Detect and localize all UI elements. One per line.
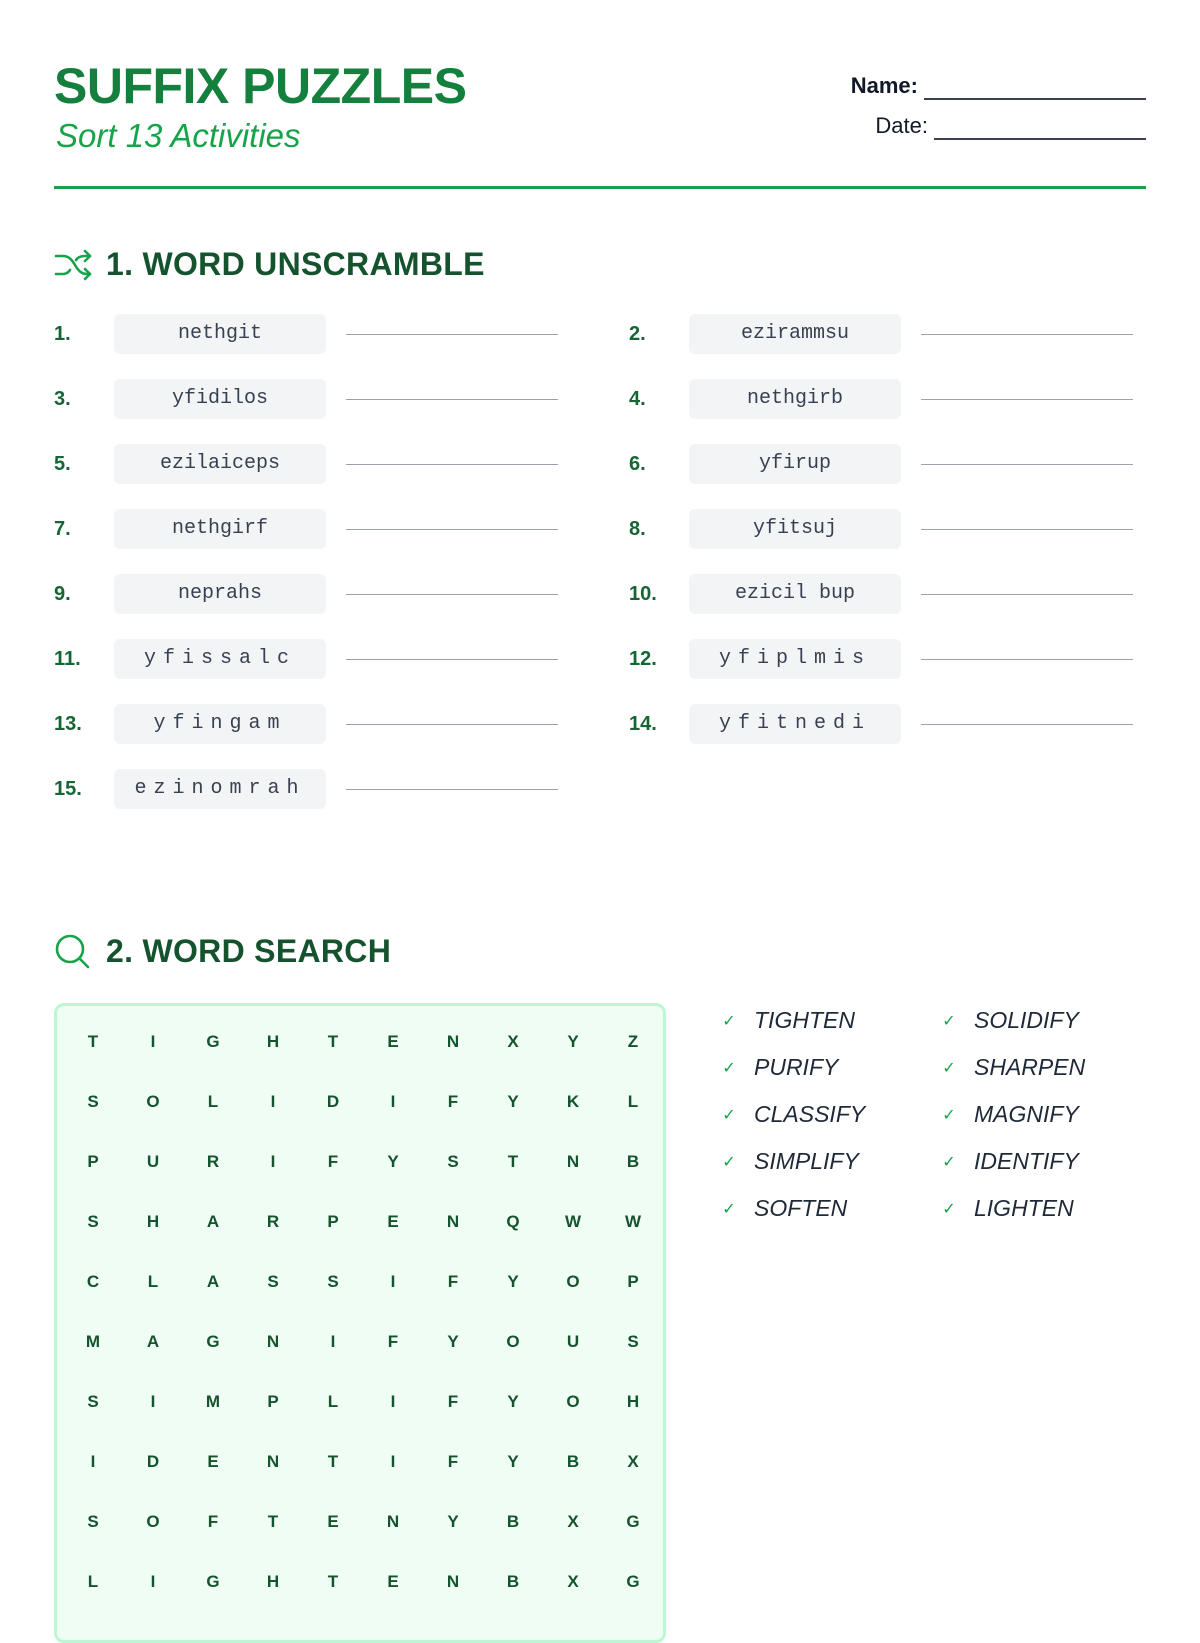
word-bank-word: LIGHTEN — [974, 1195, 1074, 1221]
date-blank[interactable] — [934, 116, 1146, 140]
grid-letter[interactable]: Y — [447, 1512, 459, 1531]
grid-letter[interactable]: I — [390, 1092, 396, 1111]
grid-letter[interactable]: S — [87, 1512, 99, 1531]
grid-letter[interactable]: E — [387, 1572, 399, 1591]
unscramble-number: 3. — [54, 387, 71, 410]
word-bank-item — [940, 1007, 1079, 1034]
grid-letter[interactable]: E — [387, 1212, 399, 1231]
grid-letter[interactable]: P — [87, 1152, 99, 1171]
word-bank-item — [940, 1148, 1079, 1175]
page-subtitle: Sort 13 Activities — [56, 117, 301, 154]
check-icon: ✓ — [722, 1012, 736, 1030]
unscramble-number: 5. — [54, 452, 71, 475]
grid-letter[interactable]: I — [390, 1392, 396, 1411]
worksheet-page — [54, 0, 1146, 1600]
grid-letter[interactable]: H — [266, 1572, 280, 1591]
grid-letter[interactable]: O — [146, 1512, 160, 1531]
grid-letter[interactable]: N — [566, 1152, 580, 1171]
check-icon: ✓ — [722, 1200, 736, 1218]
word-bank-word: TIGHTEN — [754, 1007, 855, 1033]
unscramble-number: 1. — [54, 322, 71, 345]
grid-letter[interactable]: O — [146, 1092, 160, 1111]
grid-letter[interactable]: F — [447, 1272, 459, 1291]
unscramble-number: 15. — [54, 777, 82, 800]
grid-letter[interactable]: T — [327, 1572, 339, 1591]
scrambled-word: neprahs — [114, 574, 326, 614]
grid-letter[interactable]: O — [566, 1392, 580, 1411]
grid-letter[interactable]: I — [270, 1092, 276, 1111]
grid-letter[interactable]: B — [506, 1572, 520, 1591]
grid-letter[interactable]: I — [150, 1032, 156, 1051]
grid-letter[interactable]: L — [207, 1092, 219, 1111]
section-unscramble-title: 1. WORD UNSCRAMBLE — [106, 246, 485, 282]
grid-letter[interactable]: Y — [567, 1032, 579, 1051]
answer-line[interactable] — [921, 334, 1133, 335]
grid-letter[interactable]: F — [207, 1512, 219, 1531]
scrambled-word: ezinomrah — [114, 769, 326, 809]
word-bank-item — [940, 1195, 1074, 1222]
unscramble-item — [629, 509, 1141, 549]
unscramble-item — [54, 509, 566, 549]
grid-letter[interactable]: N — [386, 1512, 400, 1531]
grid-letter[interactable]: B — [626, 1152, 640, 1171]
grid-letter[interactable]: G — [206, 1332, 220, 1351]
grid-letter[interactable]: H — [266, 1032, 280, 1051]
grid-letter[interactable]: M — [85, 1332, 101, 1351]
grid-letter[interactable]: S — [87, 1392, 99, 1411]
grid-letter[interactable]: G — [206, 1572, 220, 1591]
scrambled-word: ezirammsu — [689, 314, 901, 354]
grid-letter[interactable]: L — [87, 1572, 99, 1591]
grid-letter[interactable]: X — [627, 1452, 639, 1471]
grid-letter[interactable]: Y — [507, 1092, 519, 1111]
unscramble-item — [629, 314, 1141, 354]
grid-letter[interactable]: G — [626, 1512, 640, 1531]
unscramble-item — [629, 444, 1141, 484]
grid-letter[interactable]: T — [267, 1512, 279, 1531]
word-bank-item — [940, 1054, 1085, 1081]
grid-letter[interactable]: S — [327, 1272, 339, 1291]
scrambled-word: yfiplmis — [689, 639, 901, 679]
grid-letter[interactable]: H — [146, 1212, 160, 1231]
grid-letter[interactable]: C — [86, 1272, 100, 1291]
grid-letter[interactable]: E — [327, 1512, 339, 1531]
grid-letter[interactable]: S — [627, 1332, 639, 1351]
grid-letter[interactable]: I — [390, 1452, 396, 1471]
word-bank-word: CLASSIFY — [754, 1101, 866, 1127]
unscramble-item — [54, 444, 566, 484]
grid-letter[interactable]: A — [146, 1332, 160, 1351]
grid-letter[interactable]: X — [507, 1032, 519, 1051]
grid-letter[interactable]: Q — [506, 1212, 520, 1231]
grid-letter[interactable]: N — [446, 1212, 460, 1231]
unscramble-item — [54, 379, 566, 419]
grid-letter[interactable]: D — [326, 1092, 340, 1111]
shuffle-icon — [54, 248, 92, 282]
grid-letter[interactable]: S — [87, 1092, 99, 1111]
grid-letter[interactable]: Y — [447, 1332, 459, 1351]
grid-letter[interactable]: Z — [627, 1032, 639, 1051]
unscramble-item — [54, 769, 566, 809]
word-bank-item — [720, 1054, 838, 1081]
scrambled-word: yfingam — [114, 704, 326, 744]
section-unscramble-heading — [54, 246, 485, 283]
answer-line[interactable] — [921, 464, 1133, 465]
word-bank-word: SOLIDIFY — [974, 1007, 1079, 1033]
grid-letter[interactable]: P — [327, 1212, 339, 1231]
date-field — [875, 112, 1146, 140]
grid-letter[interactable]: U — [566, 1332, 580, 1351]
grid-letter[interactable]: F — [447, 1452, 459, 1471]
magnifier-icon — [54, 932, 92, 970]
answer-line[interactable] — [346, 659, 558, 660]
answer-line[interactable] — [921, 594, 1133, 595]
answer-line[interactable] — [921, 399, 1133, 400]
word-bank-item — [720, 1101, 865, 1128]
grid-letter[interactable]: X — [567, 1572, 579, 1591]
grid-letter[interactable]: I — [330, 1332, 336, 1351]
grid-letter[interactable]: S — [267, 1272, 279, 1291]
grid-letter[interactable]: I — [90, 1452, 96, 1471]
scrambled-word: nethgit — [114, 314, 326, 354]
answer-line[interactable] — [346, 724, 558, 725]
grid-letter[interactable]: E — [207, 1452, 219, 1471]
grid-letter[interactable]: I — [390, 1272, 396, 1291]
page-title: SUFFIX PUZZLES — [54, 58, 467, 114]
scrambled-word: ezilaiceps — [114, 444, 326, 484]
unscramble-number: 13. — [54, 712, 82, 735]
unscramble-item — [54, 704, 566, 744]
word-bank-word: SIMPLIFY — [754, 1148, 859, 1174]
grid-letter[interactable]: B — [506, 1512, 520, 1531]
grid-letter[interactable]: Y — [507, 1452, 519, 1471]
scrambled-word: nethgirf — [114, 509, 326, 549]
check-icon: ✓ — [722, 1059, 736, 1077]
grid-letter[interactable]: F — [327, 1152, 339, 1171]
grid-letter[interactable]: O — [566, 1272, 580, 1291]
check-icon: ✓ — [942, 1153, 956, 1171]
check-icon: ✓ — [722, 1153, 736, 1171]
grid-letter[interactable]: T — [87, 1032, 99, 1051]
grid-letter[interactable]: O — [506, 1332, 520, 1351]
grid-letter[interactable]: Y — [507, 1272, 519, 1291]
worksheet-header — [54, 50, 1146, 190]
grid-letter[interactable]: R — [206, 1152, 220, 1171]
unscramble-number: 2. — [629, 322, 646, 345]
name-label: Name: — [850, 73, 918, 98]
grid-letter[interactable]: K — [566, 1092, 580, 1111]
unscramble-item — [629, 704, 1141, 744]
grid-letter[interactable]: I — [270, 1152, 276, 1171]
grid-letter[interactable]: N — [446, 1032, 460, 1051]
grid-letter[interactable]: S — [87, 1212, 99, 1231]
grid-letter[interactable]: P — [267, 1392, 279, 1411]
scrambled-word: ezicil bup — [689, 574, 901, 614]
grid-letter[interactable]: H — [626, 1392, 640, 1411]
grid-letter[interactable]: L — [147, 1272, 159, 1291]
answer-line[interactable] — [346, 789, 558, 790]
section-wordsearch-title: 2. WORD SEARCH — [106, 932, 392, 969]
grid-letter[interactable]: T — [507, 1152, 519, 1171]
check-icon: ✓ — [942, 1012, 956, 1030]
unscramble-number: 6. — [629, 452, 646, 475]
answer-line[interactable] — [921, 529, 1133, 530]
word-bank-word: SHARPEN — [974, 1054, 1086, 1080]
check-icon: ✓ — [942, 1106, 956, 1124]
scrambled-word: yfissalc — [114, 639, 326, 679]
grid-letter[interactable]: N — [446, 1572, 460, 1591]
grid-letter[interactable]: I — [150, 1572, 156, 1591]
unscramble-item — [54, 574, 566, 614]
grid-letter[interactable]: F — [387, 1332, 399, 1351]
grid-letter[interactable]: A — [206, 1212, 220, 1231]
grid-letter[interactable]: P — [627, 1272, 639, 1291]
grid-letter[interactable]: F — [447, 1392, 459, 1411]
unscramble-number: 14. — [629, 712, 657, 735]
scrambled-word: nethgirb — [689, 379, 901, 419]
grid-letter[interactable]: N — [266, 1332, 280, 1351]
unscramble-number: 7. — [54, 517, 71, 540]
grid-letter[interactable]: G — [206, 1032, 220, 1051]
answer-line[interactable] — [346, 464, 558, 465]
unscramble-number: 11. — [54, 647, 81, 670]
unscramble-number: 4. — [629, 387, 646, 410]
grid-letter[interactable]: Y — [387, 1152, 399, 1171]
scrambled-word: yfitsuj — [689, 509, 901, 549]
grid-letter[interactable]: M — [205, 1392, 221, 1411]
grid-letter[interactable]: E — [387, 1032, 399, 1051]
word-search-grid — [54, 1003, 666, 1643]
word-bank-item — [720, 1007, 855, 1034]
unscramble-item — [629, 574, 1141, 614]
word-bank-item — [720, 1195, 847, 1222]
grid-letter[interactable]: L — [327, 1392, 339, 1411]
grid-letter[interactable]: D — [146, 1452, 160, 1471]
unscramble-item — [54, 639, 566, 679]
unscramble-number: 12. — [629, 647, 657, 670]
grid-letter[interactable]: R — [266, 1212, 280, 1231]
grid-letter[interactable]: I — [150, 1392, 156, 1411]
grid-letter[interactable]: B — [566, 1452, 580, 1471]
grid-letter[interactable]: W — [564, 1212, 582, 1231]
grid-letter[interactable]: W — [624, 1212, 642, 1231]
answer-line[interactable] — [921, 724, 1133, 725]
grid-letter[interactable]: F — [447, 1092, 459, 1111]
unscramble-item — [629, 639, 1141, 679]
grid-letter[interactable]: A — [206, 1272, 220, 1291]
answer-line[interactable] — [346, 334, 558, 335]
scrambled-word: yfidilos — [114, 379, 326, 419]
name-field — [851, 72, 1146, 100]
header-divider — [54, 186, 1146, 189]
word-bank-word: MAGNIFY — [974, 1101, 1079, 1127]
grid-letter[interactable]: G — [626, 1572, 640, 1591]
grid-letter[interactable]: N — [266, 1452, 280, 1471]
word-bank-item — [720, 1148, 859, 1175]
check-icon: ✓ — [942, 1200, 956, 1218]
check-icon: ✓ — [722, 1106, 736, 1124]
answer-line[interactable] — [921, 659, 1133, 660]
unscramble-number: 10. — [629, 582, 657, 605]
answer-line[interactable] — [346, 529, 558, 530]
name-blank[interactable] — [924, 76, 1146, 100]
grid-letter[interactable]: Y — [507, 1392, 519, 1411]
answer-line[interactable] — [346, 594, 558, 595]
grid-letter[interactable]: S — [447, 1152, 459, 1171]
word-bank-item — [940, 1101, 1079, 1128]
answer-line[interactable] — [346, 399, 558, 400]
scrambled-word: yfirup — [689, 444, 901, 484]
check-icon: ✓ — [942, 1059, 956, 1077]
unscramble-item — [629, 379, 1141, 419]
grid-letter[interactable]: U — [146, 1152, 160, 1171]
scrambled-word: yfitnedi — [689, 704, 901, 744]
grid-letter[interactable]: L — [627, 1092, 639, 1111]
unscramble-number: 9. — [54, 582, 71, 605]
grid-letter[interactable]: T — [327, 1452, 339, 1471]
section-wordsearch-heading — [54, 932, 391, 970]
grid-letter[interactable]: T — [327, 1032, 339, 1051]
word-bank-word: SOFTEN — [754, 1195, 848, 1221]
date-label: Date: — [875, 113, 928, 138]
grid-letter[interactable]: X — [567, 1512, 579, 1531]
word-bank-word: IDENTIFY — [974, 1148, 1079, 1174]
unscramble-number: 8. — [629, 517, 646, 540]
word-bank-word: PURIFY — [754, 1054, 839, 1080]
unscramble-item — [54, 314, 566, 354]
